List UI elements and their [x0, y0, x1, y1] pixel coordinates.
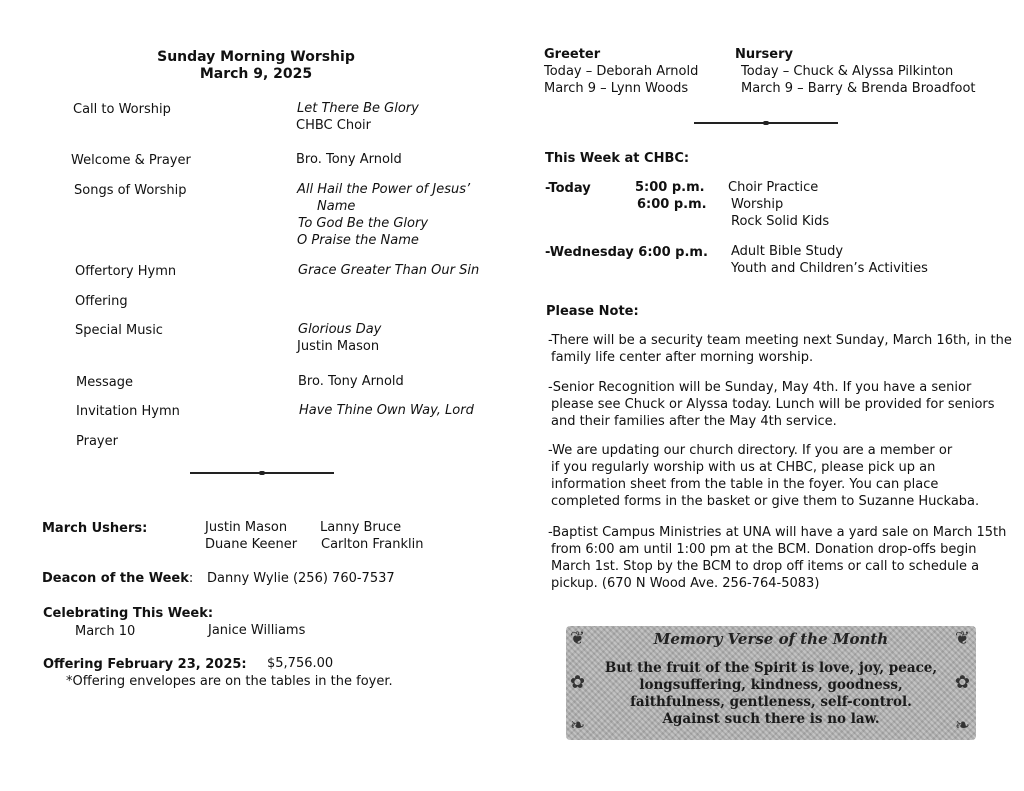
usher-name: Duane Keener: [205, 537, 298, 552]
note-line: information sheet from the table in the foyer. You can place: [551, 477, 939, 492]
wednesday-event: Adult Bible Study: [731, 244, 844, 259]
deacon-colon: :: [188, 571, 194, 586]
usher-name: Carlton Franklin: [321, 537, 424, 552]
service-item-invitation-hymn: Invitation Hymn: [76, 404, 180, 419]
service-date: March 9, 2025: [199, 66, 313, 82]
nursery-line: March 9 – Barry & Brenda Broadfoot: [741, 81, 976, 96]
service-item-welcome-prayer: Welcome & Prayer: [71, 153, 191, 168]
flourish-icon: ❧: [954, 715, 970, 736]
note-line: -We are updating our church directory. If you are a member or: [548, 443, 953, 458]
service-detail: Glorious Day: [298, 322, 382, 337]
today-time: 6:00 p.m.: [637, 197, 707, 212]
flourish-icon: ❦: [954, 628, 970, 649]
greeter-label: Greeter: [544, 47, 601, 62]
deacon-of-week: [42, 571, 193, 586]
verse-line: But the fruit of the Spirit is love, joy, peace,: [604, 660, 938, 676]
today-label: -Today: [545, 181, 591, 196]
service-detail: Bro. Tony Arnold: [298, 374, 404, 389]
note-line: -There will be a security team meeting next Sunday, March 16th, in the: [548, 333, 1012, 348]
flourish-icon: ✿: [570, 672, 586, 693]
note-line: -Senior Recognition will be Sunday, May 4th. If you have a senior: [548, 380, 972, 395]
service-item-offering: Offering: [75, 294, 128, 309]
service-detail: O Praise the Name: [297, 233, 419, 248]
service-detail: Name: [317, 199, 356, 214]
please-note-title: Please Note:: [546, 304, 639, 319]
service-item-special-music: Special Music: [75, 323, 163, 338]
note-line: from 6:00 am until 1:00 pm at the BCM. Donation drop-offs begin: [551, 542, 977, 557]
this-week-title: This Week at CHBC:: [545, 151, 690, 166]
service-item-offertory-hymn: Offertory Hymn: [75, 264, 177, 279]
deacon-label: Deacon of the Week: [42, 571, 189, 586]
divider: [190, 472, 334, 474]
today-event: Worship: [731, 197, 784, 212]
flourish-icon: ✿: [954, 672, 970, 693]
service-item-call-to-worship: Call to Worship: [73, 102, 171, 117]
note-line: completed forms in the basket or give them to Suzanne Huckaba.: [551, 494, 980, 509]
note-line: family life center after morning worship.: [551, 350, 814, 365]
page-title: Sunday Morning Worship: [157, 49, 355, 65]
service-item-prayer: Prayer: [76, 434, 118, 449]
usher-name: Lanny Bruce: [320, 520, 402, 535]
divider: [694, 122, 838, 124]
note-line: please see Chuck or Alyssa today. Lunch will be provided for seniors: [551, 397, 995, 412]
note-line: pickup. (670 N Wood Ave. 256-764-5083): [551, 576, 820, 591]
wednesday-event: Youth and Children’s Activities: [731, 261, 928, 276]
today-event: Rock Solid Kids: [731, 214, 830, 229]
memory-verse-text: [566, 660, 976, 728]
celebrating-label: Celebrating This Week:: [43, 606, 214, 621]
note-line: March 1st. Stop by the BCM to drop off items or call to schedule a: [551, 559, 980, 574]
service-detail: Grace Greater Than Our Sin: [298, 263, 480, 278]
memory-verse-title: Memory Verse of the Month: [653, 630, 889, 648]
nursery-label: Nursery: [735, 47, 793, 62]
celebrating-name: Janice Williams: [208, 623, 306, 638]
service-item-songs-of-worship: Songs of Worship: [74, 183, 187, 198]
wednesday-label: -Wednesday 6:00 p.m.: [545, 245, 708, 260]
offering-note: *Offering envelopes are on the tables in the foyer.: [66, 674, 393, 689]
note-line: if you regularly worship with us at CHBC, please pick up an: [551, 460, 936, 475]
service-detail: To God Be the Glory: [298, 216, 429, 231]
greeter-line: March 9 – Lynn Woods: [544, 81, 689, 96]
usher-name: Justin Mason: [205, 520, 288, 535]
deacon-value: Danny Wylie (256) 760-7537: [207, 571, 395, 586]
service-detail: All Hail the Power of Jesus’: [297, 182, 471, 197]
ushers-label: March Ushers:: [42, 521, 148, 536]
note-line: and their families after the May 4th service.: [551, 414, 837, 429]
service-detail: Have Thine Own Way, Lord: [299, 403, 474, 418]
note-line: -Baptist Campus Ministries at UNA will have a yard sale on March 15th: [548, 525, 1007, 540]
service-detail: Bro. Tony Arnold: [296, 152, 402, 167]
flourish-icon: ❦: [570, 628, 586, 649]
today-event: Choir Practice: [728, 180, 819, 195]
verse-line: longsuffering, kindness, goodness,: [639, 677, 903, 693]
celebrating-date: March 10: [75, 624, 136, 639]
service-detail: Justin Mason: [297, 339, 380, 354]
nursery-line: Today – Chuck & Alyssa Pilkinton: [741, 64, 954, 79]
today-time: 5:00 p.m.: [635, 180, 705, 195]
service-detail: CHBC Choir: [296, 118, 371, 133]
service-item-message: Message: [76, 375, 133, 390]
offering-amount: $5,756.00: [267, 656, 334, 671]
verse-line: Against such there is no law.: [662, 711, 880, 727]
greeter-line: Today – Deborah Arnold: [544, 64, 699, 79]
offering-label: Offering February 23, 2025:: [43, 657, 247, 672]
flourish-icon: ❧: [570, 715, 586, 736]
service-detail: Let There Be Glory: [297, 101, 419, 116]
memory-verse-box: [566, 626, 976, 740]
verse-line: faithfulness, gentleness, self-control.: [630, 694, 912, 710]
